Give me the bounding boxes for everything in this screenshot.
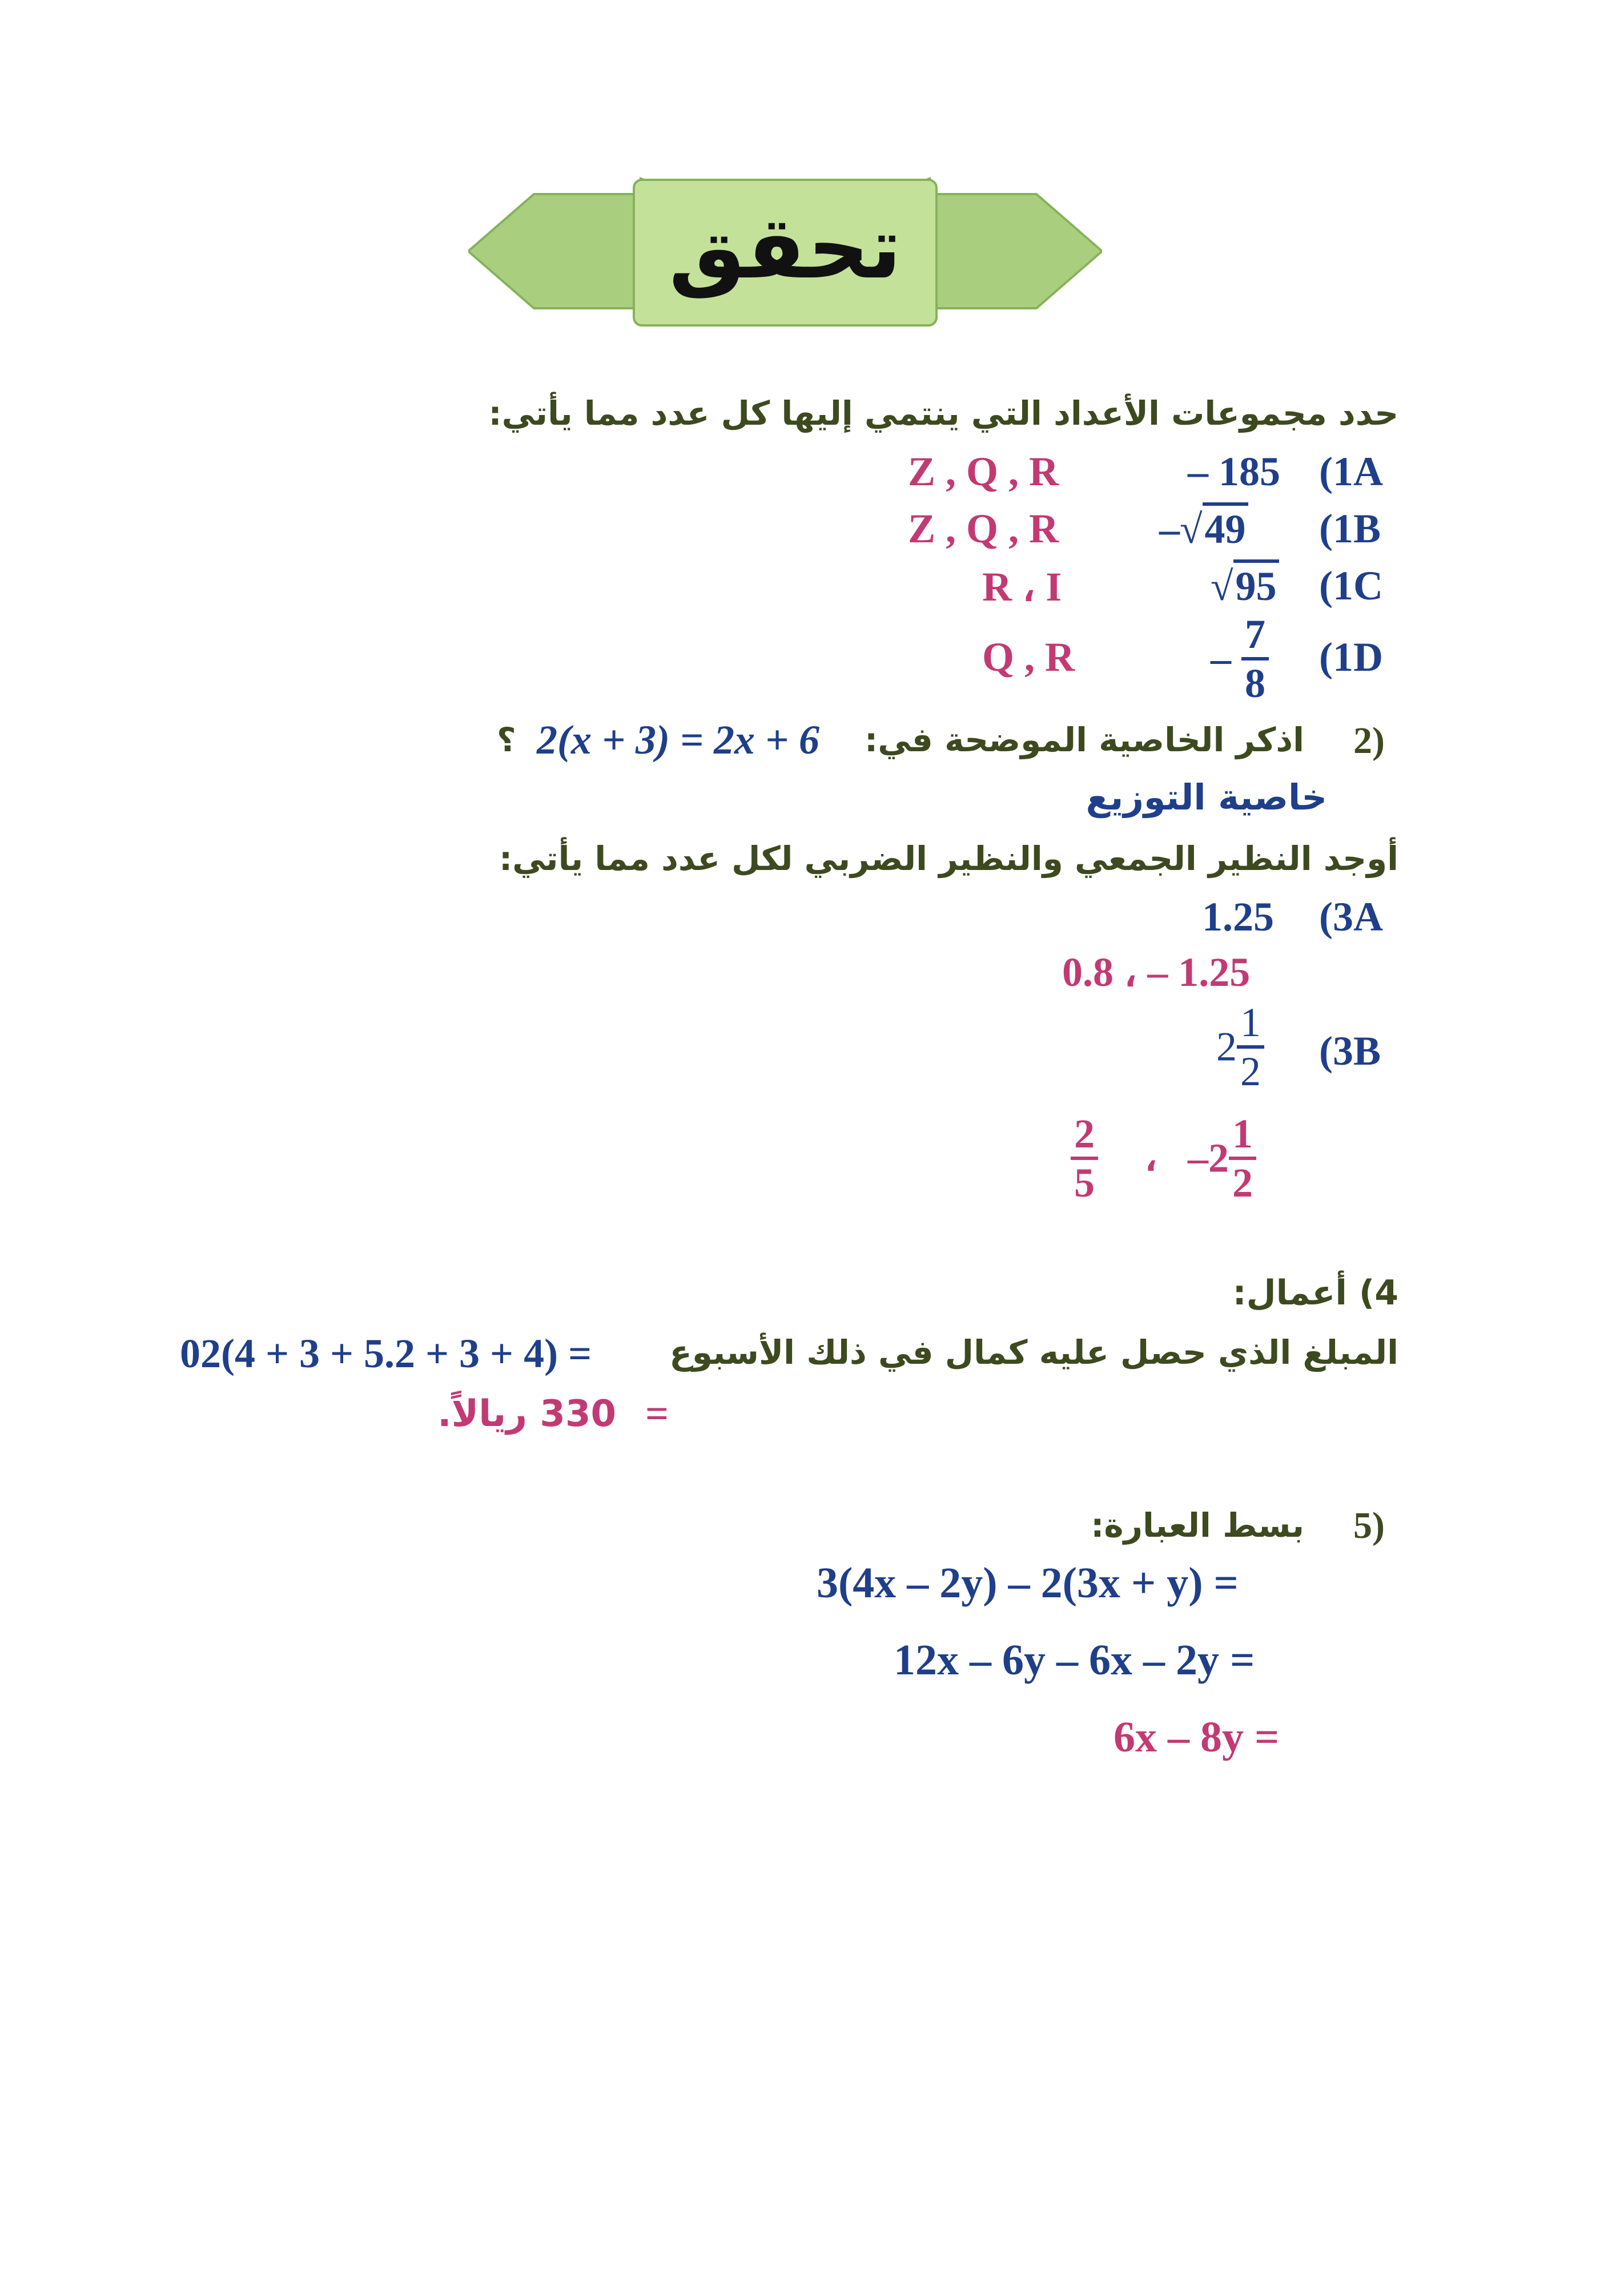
q1d-numerator: 7: [1241, 614, 1269, 660]
q3-instruction: أوجد النظير الجمعي والنظير الضربي لكل عدد مما يأتي:: [499, 839, 1398, 878]
q4-result: 330 ريالاً.: [437, 1393, 616, 1435]
q1-instruction: حدد مجموعات الأعداد التي ينتمي إليها كل عدد مما يأتي:: [488, 394, 1398, 433]
q1d-denominator: 8: [1245, 660, 1265, 706]
q2-answer: خاصية التوزيع: [1086, 776, 1327, 818]
q1b-label: (1B: [1319, 506, 1381, 551]
q3a-label: (3A: [1319, 894, 1383, 940]
q3b-answer-numerator: 2: [1071, 1113, 1098, 1160]
q3b-number: [1216, 1002, 1264, 1092]
q3b-answer-separator: ،: [1145, 1142, 1157, 1179]
radical-sign: √: [1211, 563, 1233, 609]
q4-expression: = (4 + 3 + 2.5 + 3 + 4)20: [180, 1331, 592, 1376]
q2-equation: 2(x + 3) = 2x + 6: [537, 717, 820, 763]
q1c-label: (1C: [1319, 563, 1383, 609]
banner: [468, 166, 1102, 337]
q1b-radicand: 49: [1203, 502, 1248, 553]
q3a-number: 1.25: [1202, 894, 1274, 940]
q5-step-1: 3(4x – 2y) – 2(3x + y) =: [817, 1559, 1239, 1607]
banner-title: تحقق: [669, 199, 902, 298]
q2-text: اذكر الخاصية الموضحة في:: [865, 720, 1304, 759]
q3b-whole: 2: [1216, 1024, 1237, 1070]
q3b-answer-fraction: [1071, 1111, 1098, 1206]
radical-sign: √: [1180, 506, 1203, 552]
q2-label: 2): [1353, 720, 1385, 762]
q3b-answer-negative: [1188, 1111, 1256, 1206]
q5-step-3: 6x – 8y =: [1114, 1713, 1280, 1761]
q3b-label: (3B: [1319, 1028, 1381, 1074]
q5-label: 5): [1353, 1505, 1385, 1546]
q3b-answer-neg-denominator: 2: [1232, 1160, 1253, 1206]
q4-label: 4) أعمال:: [1232, 1273, 1398, 1313]
q1b-minus: –: [1159, 506, 1180, 552]
q1d-label: (1D: [1319, 634, 1383, 680]
q1d-answer: Q , R: [982, 634, 1075, 680]
q1a-label: (1A: [1319, 449, 1383, 494]
q1c-answer: R ، I: [982, 564, 1062, 610]
q1a-answer: Z , Q , R: [908, 449, 1059, 494]
q3a-answer: 0.8 ، – 1.25: [1062, 949, 1251, 995]
q1b-answer: Z , Q , R: [908, 506, 1059, 551]
q3b-denominator: 2: [1240, 1049, 1261, 1094]
q2-question-mark: ؟: [497, 720, 516, 759]
q3b-answer-denominator: 5: [1074, 1160, 1095, 1206]
q1c-number: [1211, 559, 1279, 610]
q4-text: المبلغ الذي حصل عليه كمال في ذلك الأسبوع: [669, 1333, 1398, 1372]
q3b-numerator: 1: [1237, 1002, 1264, 1049]
q1d-number: [1211, 611, 1269, 706]
q4-result-equals: =: [645, 1391, 669, 1436]
q3b-answer-neg-numerator: 1: [1229, 1113, 1256, 1160]
q1b-number: [1159, 502, 1248, 553]
q5-instruction: بسط العبارة:: [1091, 1506, 1304, 1545]
q1c-radicand: 95: [1233, 559, 1279, 610]
q5-step-2: 12x – 6y – 6x – 2y =: [894, 1636, 1255, 1684]
q3b-answer-neg-whole: –2: [1188, 1135, 1229, 1181]
q1a-number: – 185: [1188, 449, 1280, 494]
q1d-minus: –: [1211, 635, 1231, 682]
